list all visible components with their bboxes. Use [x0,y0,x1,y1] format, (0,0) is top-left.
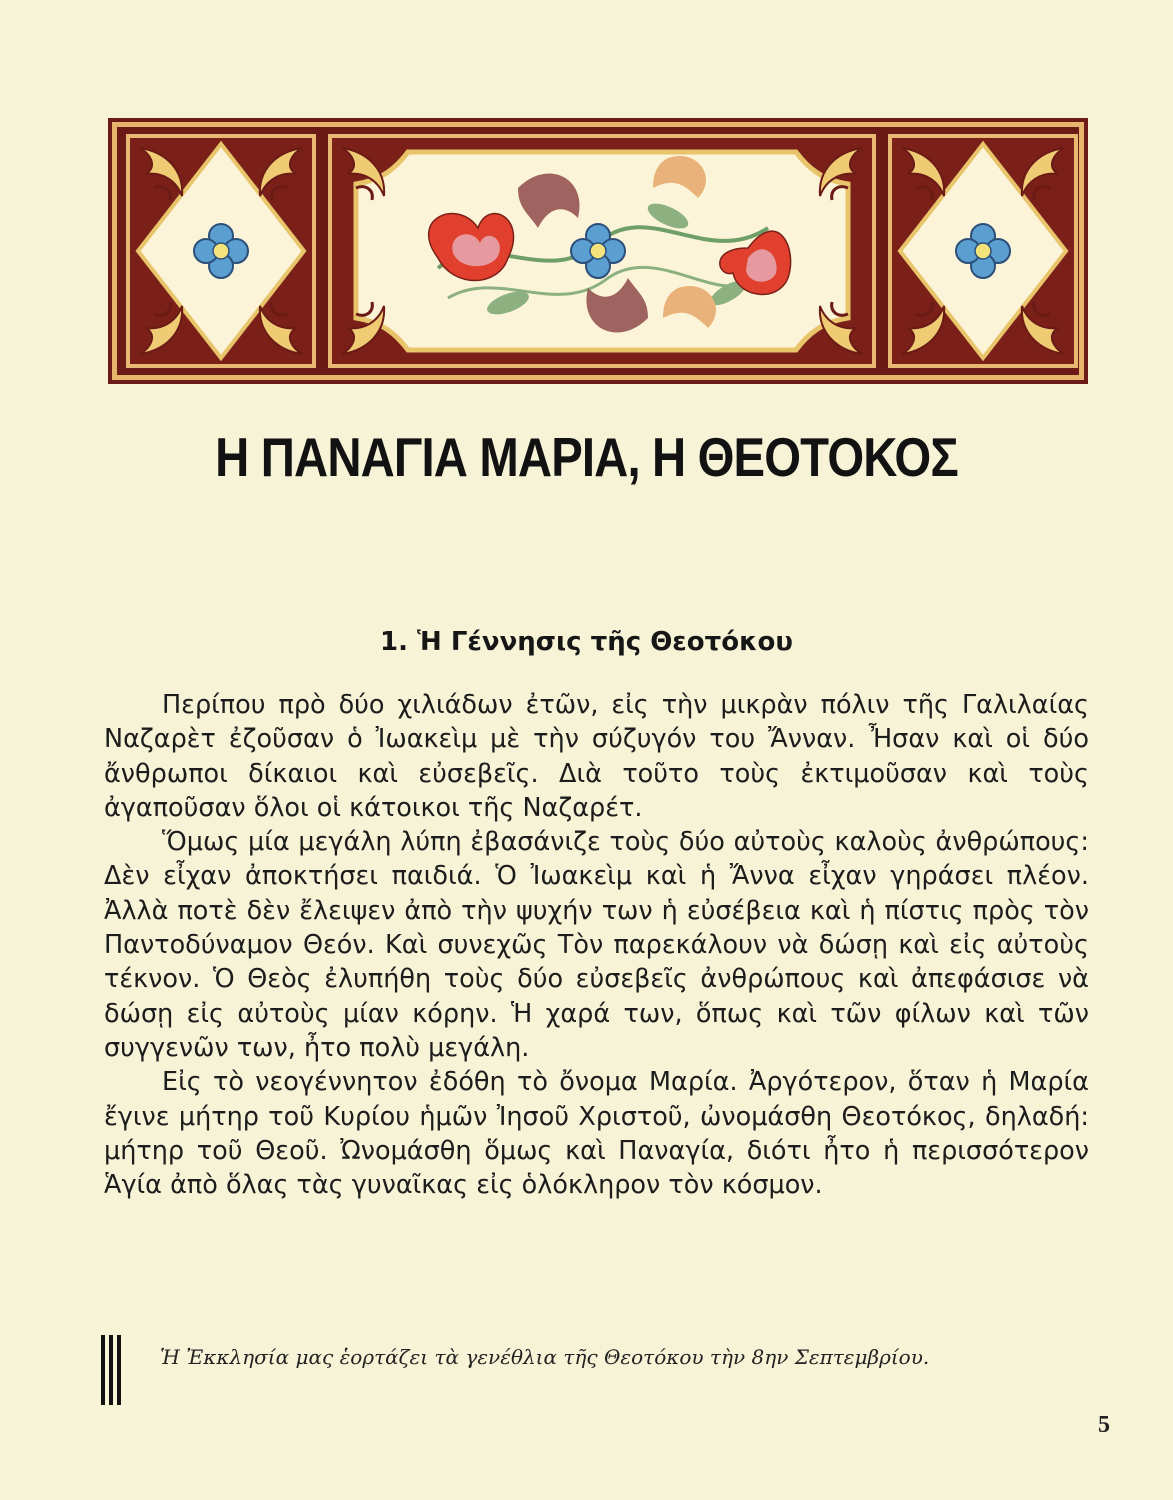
paragraph-3: Εἰς τὸ νεογέννητον ἐδόθη τὸ ὄνομα Μαρία. Ἀργότερον, ὅταν ἡ Μαρία ἔγινε μήτηρ τοῦ Κυρίου ἡμῶν Ἰησοῦ Χριστοῦ, ὠνομάσθη Θεοτόκος, δηλαδή: μήτηρ τοῦ Θεοῦ. Ὠνομάσθη ὅμως καὶ Παναγία, διότι ἦτο ἡ περισσότερον Ἁγία ἀπὸ ὅλας τὰς γυναῖκας εἰς ὁλόκληρον τὸν κόσμον. [104,1067,1089,1201]
ornamental-header-banner [108,118,1088,384]
paragraph-1: Περίπου πρὸ δύο χιλιάδων ἐτῶν, εἰς τὴν μικρὰν πόλιν τῆς Γαλιλαίας Ναζαρὲτ ἐζοῦσαν ὁ Ἰωακεὶμ μὲ τὴν σύζυγόν του Ἄνναν. Ἦσαν καὶ οἱ δύο ἄνθρωποι δίκαιοι καὶ εὐσεβεῖς. Διὰ τοῦτο τοὺς ἐκτιμοῦσαν καὶ τοὺς ἀγαποῦσαν ὅλοι οἱ κάτοικοι τῆς Ναζαρέτ. [104,690,1089,823]
note-marker-bars [101,1335,123,1405]
section-heading: 1. Ἡ Γέννησις τῆς Θεοτόκου [380,627,793,657]
body-text [104,688,1089,1202]
paragraph-2: Ὅμως μία μεγάλη λύπη ἐβασάνιζε τοὺς δύο αὐτοὺς καλοὺς ἀνθρώπους: Δὲν εἶχαν ἀποκτήσει παιδιά. Ὁ Ἰωακεὶμ καὶ ἡ Ἄννα εἶχαν γηράσει πλέον. Ἀλλὰ ποτὲ δὲν ἔλειψεν ἀπὸ τὴν ψυχήν των ἡ εὐσέβεια καὶ ἡ πίστις πρὸς τὸν Παντοδύναμον Θεόν. Καὶ συνεχῶς Τὸν παρεκάλουν νὰ δώσῃ καὶ εἰς αὐτοὺς τέκνον. Ὁ Θεὸς ἐλυπήθη τοὺς δύο εὐσεβεῖς ἀνθρώπους καὶ ἀπεφάσισε νὰ δώσῃ εἰς αὐτοὺς μίαν κόρην. Ἡ χαρά των, ὅπως καὶ τῶν φίλων καὶ τῶν συγγενῶν των, ἦτο πολὺ μεγάλη. [104,827,1089,1063]
page-title: Η ΠΑΝΑΓΙΑ ΜΑΡΙΑ, Η ΘΕΟΤΟΚΟΣ [215,426,958,488]
page-number: 5 [1098,1412,1110,1438]
footnote: Ἡ Ἐκκλησία μας ἑορτάζει τὰ γενέθλια τῆς Θεοτόκου τὴν 8ην Σεπτεμβρίου. [160,1345,930,1369]
